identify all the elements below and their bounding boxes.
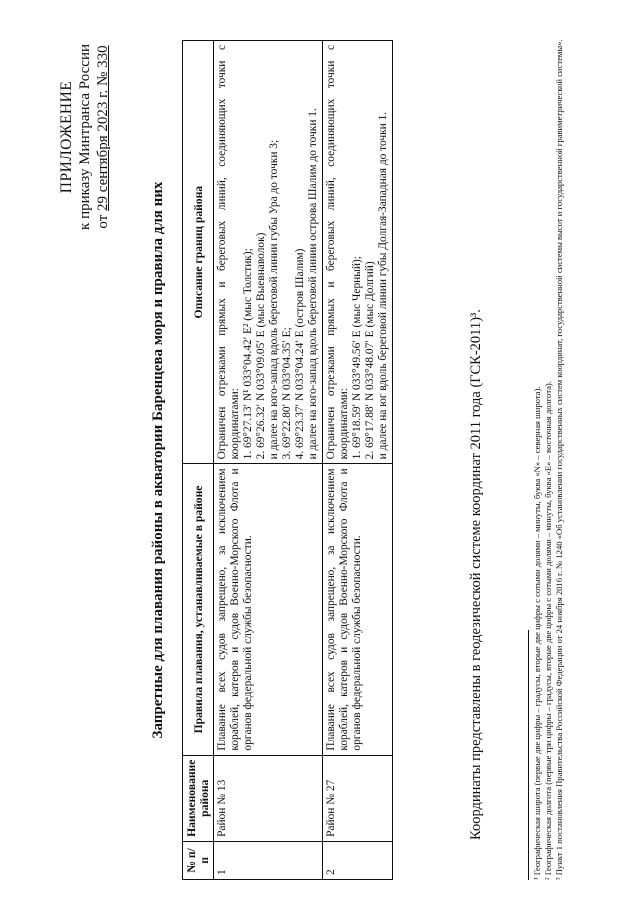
desc-line: и далее на юго-запад вдоль береговой линии губы Ура до точки 3; bbox=[268, 139, 280, 460]
header-rules: Правила плавания, устанавливаемые в районе bbox=[183, 464, 214, 755]
desc-line: 1. 69°27.13′ N¹ 033°04.42′ E² (мыс Толстик); bbox=[242, 248, 254, 460]
table-header-row bbox=[183, 41, 214, 880]
footnote-3: ³ Пункт 1 постановления Правительства Российской Федерации от 24 ноября 2016 г. № 1240 «Об установлении государственных систем координат, государственной системы высот и государственной гравиметрической системы». bbox=[554, 39, 564, 880]
document-title: Запретные для плавания районы в акватории Баренцева моря и правила для них bbox=[150, 181, 166, 739]
order-line: к приказу Минтранса России bbox=[77, 44, 93, 230]
desc-line: Ограничен отрезками прямых и береговых линий, соединяющих точки с координатами: bbox=[325, 45, 350, 460]
coordinates-note: Координаты представлены в геодезической системе координат 2011 года (ГСК-2011)³. bbox=[468, 309, 484, 840]
appendix-label: ПРИЛОЖЕНИЕ bbox=[58, 80, 75, 194]
row-name: Район № 27 bbox=[323, 755, 393, 841]
header-desc: Описание границ района bbox=[183, 41, 214, 464]
row-desc bbox=[214, 41, 323, 464]
footnote-2: ² Географическая долгота (первые три цифры – градусы, вторые две цифры с сотыми долями – минуты, буква «E» – восточная долгота). bbox=[543, 381, 553, 880]
row-rules: Плавание всех судов запрещено, за исключением кораблей, катеров и судов Военно-Морского Флота и органов федеральной службы безопасности. bbox=[214, 464, 323, 755]
table-row bbox=[214, 41, 323, 880]
table-row bbox=[323, 41, 393, 880]
date-prefix: от bbox=[95, 214, 111, 229]
date-value: 29 сентября 2023 г. № 330 bbox=[95, 45, 111, 211]
desc-line: 3. 69°22.80′ N 033°04.35′ E; bbox=[281, 327, 293, 460]
row-name: Район № 13 bbox=[214, 755, 323, 841]
desc-line: 2. 69°17.88′ N 033°48.07′ E (мыс Долгий) bbox=[364, 261, 376, 460]
footnotes bbox=[532, 30, 565, 880]
row-desc bbox=[323, 41, 393, 464]
desc-line: 1. 69°18.59′ N 033°49.56′ E (мыс Черный); bbox=[351, 256, 363, 460]
order-date bbox=[94, 44, 112, 230]
zones-table bbox=[182, 40, 393, 880]
desc-line: и далее на юго-запад вдоль береговой линии острова Шалим до точки 1. bbox=[307, 108, 319, 460]
header-name: Наименование района bbox=[183, 755, 214, 841]
desc-line: Ограничен отрезками прямых и береговых линий, соединяющих точки с координатами: bbox=[216, 45, 241, 460]
desc-line: 4. 69°23.37′ N 033°04.24′ E (остров Шалим) bbox=[294, 248, 306, 460]
footnote-1: ¹ Географическая широта (первые две цифры – градусы, вторые две цифры с сотыми долями – минуты, буква «N» – северная широта). bbox=[532, 386, 542, 880]
desc-line: 2. 69°26.32′ N 033°09.05′ E (мыс Выевнаволок) bbox=[255, 232, 267, 460]
header-num: № п/п bbox=[183, 841, 214, 879]
appendix-header bbox=[58, 44, 112, 230]
desc-line: и далее на юг вдоль береговой линии губы Долгая-Западная до точки 1. bbox=[377, 111, 389, 460]
row-num: 2 bbox=[323, 841, 393, 879]
footnote-divider bbox=[528, 630, 529, 880]
row-rules: Плавание всех судов запрещено, за исключением кораблей, катеров и судов Военно-Морского Флота и органов федеральной службы безопасности. bbox=[323, 464, 393, 755]
row-num: 1 bbox=[214, 841, 323, 879]
